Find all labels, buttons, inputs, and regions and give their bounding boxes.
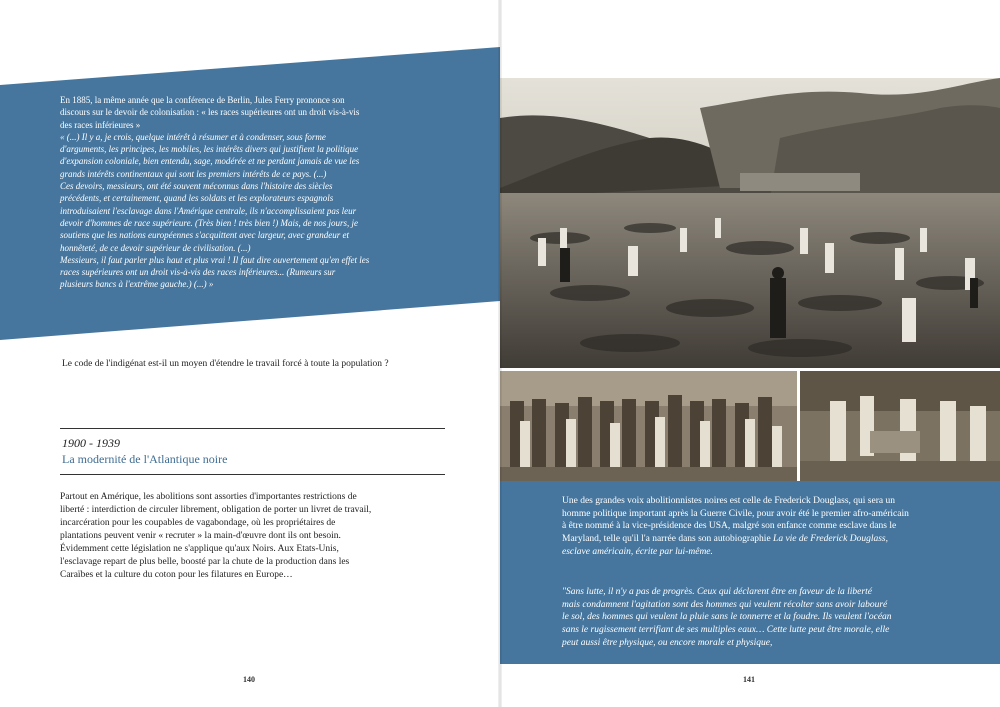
douglass-quote: "Sans lutte, il n'y a pas de progrès. Ceux qui déclarent être en faveur de la liberté mais condamnent l'agitation sont des hommes qui veulent récolter sans avoir labouré le sol, des hommes qui veulent la pluie sans le tonnerre et la foudre. Ils veulent l'océan sans le rugissement terrifiant de ses multiples eaux… Cette lutte peut être morale, elle peut aussi être physique, ou encore morale et physique, bbox=[562, 587, 892, 648]
autobiography-title: La vie de Frederick Douglass, esclave américain, écrite par lui-même. bbox=[562, 534, 888, 557]
page-number-right: 141 bbox=[743, 675, 755, 684]
intro-quote-3: Messieurs, il faut parler plus haut et plus vrai ! Il faut dire ouvertement qu'en effet les races supérieures ont un droit vis-à-vis des races inférieures... (Rumeurs sur plusieurs bancs à l'extrême gauche.) (...) » bbox=[60, 254, 370, 290]
book-fold bbox=[498, 0, 502, 707]
intro-quote-1: « (...) Il y a, je crois, quelque intérêt à résumer et à condenser, sous forme d'arguments, les principes, les mobiles, les intérêts divers qui justifient la politique d'expansion coloniale, bien entendu, sage, modérée et ne perdant jamais de vue les grands intérêts continentaux qui sont les premiers intérêts de ce pays. (...) bbox=[60, 131, 360, 179]
question-text: Le code de l'indigénat est-il un moyen d'étendre le travail forcé à toute la population ? bbox=[62, 359, 389, 369]
douglass-text bbox=[562, 495, 912, 559]
intro-text bbox=[60, 94, 370, 291]
body-text bbox=[60, 491, 372, 582]
workers-group-photo bbox=[500, 371, 797, 481]
plantation-photo bbox=[500, 78, 1000, 368]
page-number-left: 140 bbox=[243, 675, 255, 684]
section-date: 1900 - 1939 bbox=[62, 436, 120, 450]
section-rule-bottom bbox=[60, 474, 445, 475]
douglass-paragraph: Une des grandes voix abolitionnistes noires est celle de Frederick Douglass, qui sera un homme politique important après la Guerre Civile, pour avoir été le premier afro-américain à être nommé à la vice-présidence des USA, malgré son enfance comme esclave dans le Maryland, telle qu'il l'a narrée dans son autobiographie bbox=[562, 496, 909, 545]
intro-quote-2: Ces devoirs, messieurs, ont été souvent méconnus dans l'histoire des siècles précédents, et certainement, quand les soldats et les explorateurs espagnols introduisaient l'esclavage dans l'Amérique centrale, ils n'accomplissaient pas leur devoir d'hommes de race supérieure. (Très bien ! très bien !) Mais, de nos jours, je soutiens que les nations européennes s'acquittent avec largeur, avec grandeur et honnêteté, de ce devoir supérieur de civilisation. (...) bbox=[60, 181, 359, 253]
sorting-workers-photo bbox=[800, 371, 1000, 481]
body-paragraph: Partout en Amérique, les abolitions sont assorties d'importantes restrictions de liberté : interdiction de circuler librement, obligation de porter un livret de travail, incarcération pour les coupables de vagabondage, où les propriétaires de plantations peuvent venir « recruter » la main-d'œuvre dont ils ont besoin. Évidemment cette législation ne s'applique qu'aux Noirs. Aux Etats-Unis, l'esclavage repart de plus belle, boosté par la chute de la production dans les Caraïbes et la culture du coton pour les filatures en Europe… bbox=[60, 492, 372, 580]
right-page bbox=[500, 0, 1000, 707]
intro-lead: En 1885, la même année que la conférence de Berlin, Jules Ferry prononce son discours sur le devoir de colonisation : « les races supérieures ont un droit vis-à-vis des races inférieures » bbox=[60, 95, 360, 130]
section-title: La modernité de l'Atlantique noire bbox=[62, 452, 228, 466]
section-rule-top bbox=[60, 428, 445, 429]
